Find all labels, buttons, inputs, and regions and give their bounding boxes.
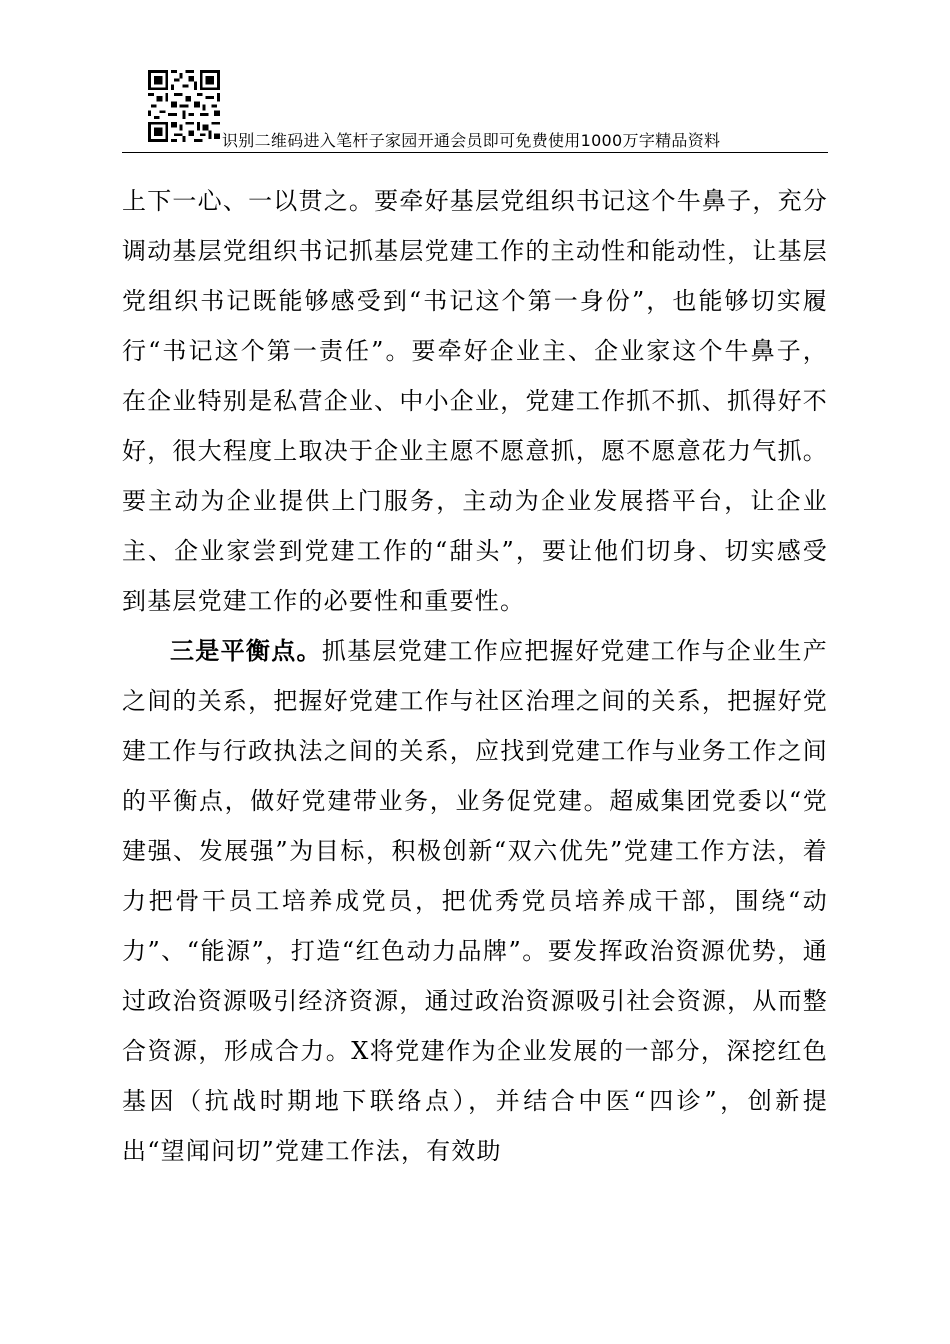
paragraph-text: 抓基层党建工作应把握好党建工作与企业生产之间的关系，把握好党建工作与社区治理之间的关系，把握好党建工作与行政执法之间的关系，应找到党建工作与业务工作之间的平衡点，做好党建带业务，业务促党建。超威集团党委以“党建强、发展强”为目标，积极创新“双六优先”党建工作方法，着力把骨干员工培养成党员，把优秀党员培养成干部，围绕“动力”、“能源”，打造“红色动力品牌”。要发挥政治资源优势，通过政治资源吸引经济资源，通过政治资源吸引社会资源，从而整合资源，形成合力。X将党建作为企业发展的一部分，深挖红色基因（抗战时期地下联络点），并结合中医“四诊”，创新提出“望闻问切”党建工作法，有效助	[122, 637, 828, 1165]
body-paragraph	[122, 626, 828, 1176]
body-paragraph: 上下一心、一以贯之。要牵好基层党组织书记这个牛鼻子，充分调动基层党组织书记抓基层党建工作的主动性和能动性，让基层党组织书记既能够感受到“书记这个第一身份”，也能够切实履行“书记这个第一责任”。要牵好企业主、企业家这个牛鼻子，在企业特别是私营企业、中小企业，党建工作抓不抓、抓得好不好，很大程度上取决于企业主愿不愿意抓，愿不愿意花力气抓。要主动为企业提供上门服务，主动为企业发展搭平台，让企业主、企业家尝到党建工作的“甜头”，要让他们切身、切实感受到基层党建工作的必要性和重要性。	[122, 187, 828, 615]
qr-code-icon[interactable]	[148, 70, 220, 142]
document-body	[122, 176, 828, 1176]
section-lead: 三是平衡点。	[170, 636, 322, 665]
header-promo-text: 识别二维码进入笔杆子家园开通会员即可免费使用1000万字精品资料	[222, 131, 721, 150]
page-header	[122, 70, 828, 153]
